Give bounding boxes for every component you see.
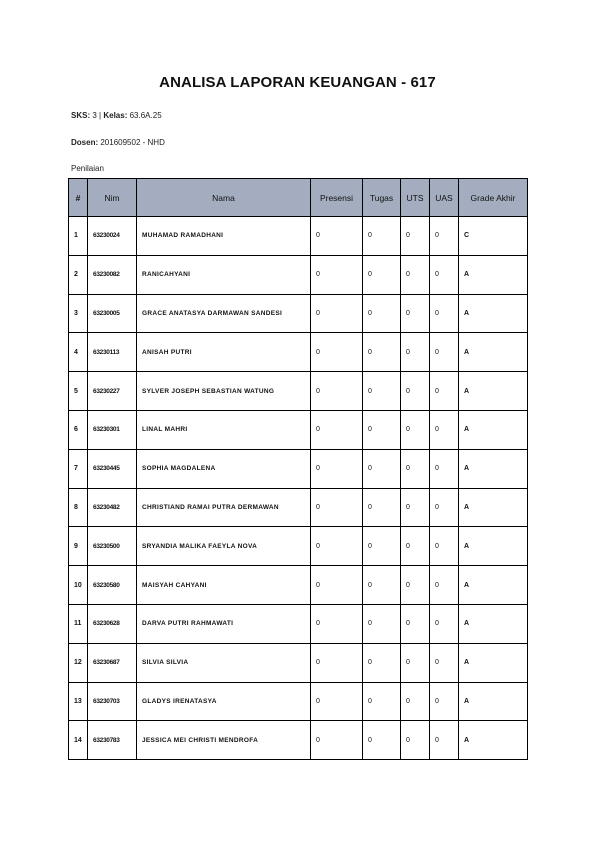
table-row: [69, 527, 528, 566]
presensi-score: 0: [311, 682, 363, 721]
uts-score: 0: [401, 294, 430, 333]
header-tugas: Tugas: [363, 179, 401, 217]
uts-score: 0: [401, 527, 430, 566]
student-name: LINAL MAHRI: [137, 410, 311, 449]
presensi-score: 0: [311, 604, 363, 643]
presensi-score: 0: [311, 333, 363, 372]
student-nim: 63230783: [88, 721, 137, 760]
uts-score: 0: [401, 682, 430, 721]
table-row: [69, 682, 528, 721]
row-number: 8: [69, 488, 88, 527]
table-row: [69, 333, 528, 372]
tugas-score: 0: [363, 566, 401, 605]
sks-value: 3: [92, 111, 97, 120]
student-nim: 63230113: [88, 333, 137, 372]
table-row: [69, 604, 528, 643]
table-row: [69, 410, 528, 449]
row-number: 11: [69, 604, 88, 643]
table-row: [69, 294, 528, 333]
header-uts: UTS: [401, 179, 430, 217]
row-number: 1: [69, 217, 88, 256]
presensi-score: 0: [311, 410, 363, 449]
tugas-score: 0: [363, 410, 401, 449]
header-uas: UAS: [430, 179, 459, 217]
tugas-score: 0: [363, 682, 401, 721]
student-name: SILVIA SILVIA: [137, 643, 311, 682]
header-nama: Nama: [137, 179, 311, 217]
tugas-score: 0: [363, 721, 401, 760]
final-grade: A: [459, 721, 528, 760]
student-nim: 63230703: [88, 682, 137, 721]
final-grade: A: [459, 682, 528, 721]
student-nim: 63230005: [88, 294, 137, 333]
student-name: DARVA PUTRI RAHMAWATI: [137, 604, 311, 643]
uas-score: 0: [430, 372, 459, 411]
tugas-score: 0: [363, 294, 401, 333]
header-grade: Grade Akhir: [459, 179, 528, 217]
presensi-score: 0: [311, 488, 363, 527]
table-row: [69, 217, 528, 256]
table-row: [69, 372, 528, 411]
final-grade: A: [459, 333, 528, 372]
presensi-score: 0: [311, 643, 363, 682]
uts-score: 0: [401, 488, 430, 527]
uts-score: 0: [401, 721, 430, 760]
uas-score: 0: [430, 333, 459, 372]
student-name: JESSICA MEI CHRISTI MENDROFA: [137, 721, 311, 760]
tugas-score: 0: [363, 217, 401, 256]
student-name: SYLVER JOSEPH SEBASTIAN WATUNG: [137, 372, 311, 411]
row-number: 10: [69, 566, 88, 605]
table-row: [69, 721, 528, 760]
student-name: RANICAHYANI: [137, 255, 311, 294]
table-row: [69, 566, 528, 605]
uts-score: 0: [401, 449, 430, 488]
final-grade: A: [459, 294, 528, 333]
header-presensi: Presensi: [311, 179, 363, 217]
tugas-score: 0: [363, 372, 401, 411]
header-nim: Nim: [88, 179, 137, 217]
sks-label: SKS:: [71, 111, 91, 120]
student-nim: 63230580: [88, 566, 137, 605]
uts-score: 0: [401, 643, 430, 682]
section-label: Penilaian: [71, 164, 104, 173]
tugas-score: 0: [363, 449, 401, 488]
student-nim: 63230687: [88, 643, 137, 682]
uas-score: 0: [430, 294, 459, 333]
page-title: ANALISA LAPORAN KEUANGAN - 617: [159, 74, 436, 91]
dosen-label: Dosen:: [71, 138, 99, 147]
student-name: MUHAMAD RAMADHANI: [137, 217, 311, 256]
uas-score: 0: [430, 604, 459, 643]
row-number: 7: [69, 449, 88, 488]
final-grade: A: [459, 410, 528, 449]
student-nim: 63230301: [88, 410, 137, 449]
final-grade: A: [459, 372, 528, 411]
student-name: GLADYS IRENATASYA: [137, 682, 311, 721]
row-number: 14: [69, 721, 88, 760]
uts-score: 0: [401, 410, 430, 449]
presensi-score: 0: [311, 255, 363, 294]
uts-score: 0: [401, 255, 430, 294]
student-name: SRYANDIA MALIKA FAEYLA NOVA: [137, 527, 311, 566]
tugas-score: 0: [363, 604, 401, 643]
row-number: 5: [69, 372, 88, 411]
student-nim: 63230628: [88, 604, 137, 643]
table-row: [69, 449, 528, 488]
uas-score: 0: [430, 255, 459, 294]
final-grade: A: [459, 449, 528, 488]
tugas-score: 0: [363, 527, 401, 566]
final-grade: A: [459, 566, 528, 605]
uas-score: 0: [430, 566, 459, 605]
final-grade: A: [459, 604, 528, 643]
student-name: SOPHIA MAGDALENA: [137, 449, 311, 488]
row-number: 13: [69, 682, 88, 721]
student-name: CHRISTIAND RAMAI PUTRA DERMAWAN: [137, 488, 311, 527]
presensi-score: 0: [311, 372, 363, 411]
row-number: 12: [69, 643, 88, 682]
student-nim: 63230082: [88, 255, 137, 294]
student-nim: 63230227: [88, 372, 137, 411]
table-row: [69, 643, 528, 682]
presensi-score: 0: [311, 449, 363, 488]
kelas-value: 63.6A.25: [129, 111, 162, 120]
uas-score: 0: [430, 449, 459, 488]
uts-score: 0: [401, 372, 430, 411]
uas-score: 0: [430, 217, 459, 256]
final-grade: A: [459, 527, 528, 566]
tugas-score: 0: [363, 488, 401, 527]
dosen-value: 201609502 - NHD: [100, 138, 165, 147]
final-grade: A: [459, 488, 528, 527]
course-info: [71, 111, 162, 120]
student-name: GRACE ANATASYA DARMAWAN SANDESI: [137, 294, 311, 333]
grades-table: [68, 178, 528, 760]
student-name: MAISYAH CAHYANI: [137, 566, 311, 605]
uts-score: 0: [401, 566, 430, 605]
final-grade: A: [459, 643, 528, 682]
student-nim: 63230500: [88, 527, 137, 566]
presensi-score: 0: [311, 721, 363, 760]
row-number: 4: [69, 333, 88, 372]
row-number: 6: [69, 410, 88, 449]
lecturer-info: [71, 138, 165, 147]
uas-score: 0: [430, 682, 459, 721]
uas-score: 0: [430, 527, 459, 566]
row-number: 9: [69, 527, 88, 566]
uas-score: 0: [430, 488, 459, 527]
separator: |: [99, 111, 102, 120]
uas-score: 0: [430, 643, 459, 682]
tugas-score: 0: [363, 643, 401, 682]
row-number: 3: [69, 294, 88, 333]
uas-score: 0: [430, 721, 459, 760]
presensi-score: 0: [311, 294, 363, 333]
uas-score: 0: [430, 410, 459, 449]
final-grade: A: [459, 255, 528, 294]
table-row: [69, 255, 528, 294]
uts-score: 0: [401, 333, 430, 372]
presensi-score: 0: [311, 566, 363, 605]
final-grade: C: [459, 217, 528, 256]
uts-score: 0: [401, 217, 430, 256]
student-nim: 63230445: [88, 449, 137, 488]
student-nim: 63230024: [88, 217, 137, 256]
tugas-score: 0: [363, 255, 401, 294]
student-nim: 63230482: [88, 488, 137, 527]
presensi-score: 0: [311, 527, 363, 566]
kelas-label: Kelas:: [103, 111, 128, 120]
table-header-row: [69, 179, 528, 217]
row-number: 2: [69, 255, 88, 294]
tugas-score: 0: [363, 333, 401, 372]
header-no: #: [69, 179, 88, 217]
student-name: ANISAH PUTRI: [137, 333, 311, 372]
uts-score: 0: [401, 604, 430, 643]
table-row: [69, 488, 528, 527]
presensi-score: 0: [311, 217, 363, 256]
